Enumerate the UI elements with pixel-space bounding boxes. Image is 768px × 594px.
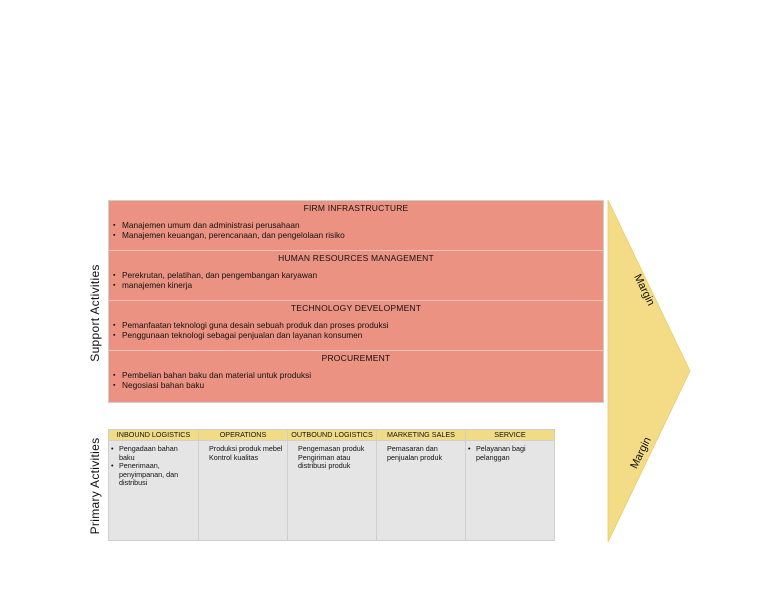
bullet-list — [119, 445, 194, 488]
section-title: FIRM INFRASTRUCTURE — [303, 203, 409, 213]
bullet-list — [476, 445, 550, 462]
primary-col-outbound-logistics — [288, 430, 377, 540]
bullet-list — [109, 320, 603, 340]
list-item: ▪ Negosiasi bahan baku — [113, 380, 603, 390]
column-header: OUTBOUND LOGISTICS — [288, 430, 376, 441]
primary-col-operations — [199, 430, 288, 540]
list-item: ▪ manajemen kinerja — [113, 280, 603, 290]
bullet-list — [109, 370, 603, 390]
list-item: • Pengadaan bahan baku — [119, 445, 194, 462]
support-activities-block — [108, 200, 604, 403]
list-item: ▪ Manajemen umum dan administrasi perusahaan — [113, 220, 603, 230]
margin-arrow-shape — [608, 200, 690, 542]
bullet-list — [109, 270, 603, 290]
list-item: ▪ Manajemen keuangan, perencanaan, dan pengelolaan risiko — [113, 230, 603, 240]
support-section-technology — [109, 300, 603, 350]
list-item: ▪ Pemanfaatan teknologi guna desain sebuah produk dan proses produksi — [113, 320, 603, 330]
margin-label-bottom: Margin — [628, 435, 654, 471]
support-activities-label: Support Activities — [88, 264, 102, 362]
text-line: Produksi produk mebel — [209, 444, 283, 453]
primary-col-marketing-sales — [377, 430, 466, 540]
section-title: HUMAN RESOURCES MANAGEMENT — [278, 253, 434, 263]
text-line: Pengemasan produk — [298, 444, 365, 453]
list-item: ▪ Penggunaan teknologi sebagai penjualan dan layanan konsumen — [113, 330, 603, 340]
primary-activities-block — [108, 429, 555, 541]
primary-activities-label: Primary Activities — [88, 437, 102, 535]
support-section-hrm — [109, 250, 603, 300]
margin-label-top: Margin — [631, 272, 657, 308]
primary-col-inbound-logistics — [109, 430, 199, 540]
list-item: ▪ Pembelian bahan baku dan material untuk produksi — [113, 370, 603, 380]
text-line: Pengiriman atau distribusi produk — [298, 452, 351, 470]
primary-col-service — [466, 430, 554, 540]
section-title: PROCUREMENT — [321, 353, 391, 363]
list-item: ▪ Perekrutan, pelatihan, dan pengembangan karyawan — [113, 270, 603, 280]
text-line: Pemasaran dan penjualan produk — [387, 444, 443, 462]
column-header: MARKETING SALES — [377, 430, 465, 441]
list-item: • Pelayanan bagi pelanggan — [476, 445, 550, 462]
bullet-list — [109, 220, 603, 240]
support-section-procurement — [109, 350, 603, 402]
column-header: INBOUND LOGISTICS — [109, 430, 198, 441]
list-item: • Penerimaan, penyimpanan, dan distribusi — [119, 462, 194, 488]
support-section-firm-infrastructure — [109, 201, 603, 250]
section-title: TECHNOLOGY DEVELOPMENT — [290, 303, 422, 313]
column-header: OPERATIONS — [199, 430, 287, 441]
text-line: Kontrol kualitas — [209, 452, 259, 462]
column-header: SERVICE — [466, 430, 554, 441]
